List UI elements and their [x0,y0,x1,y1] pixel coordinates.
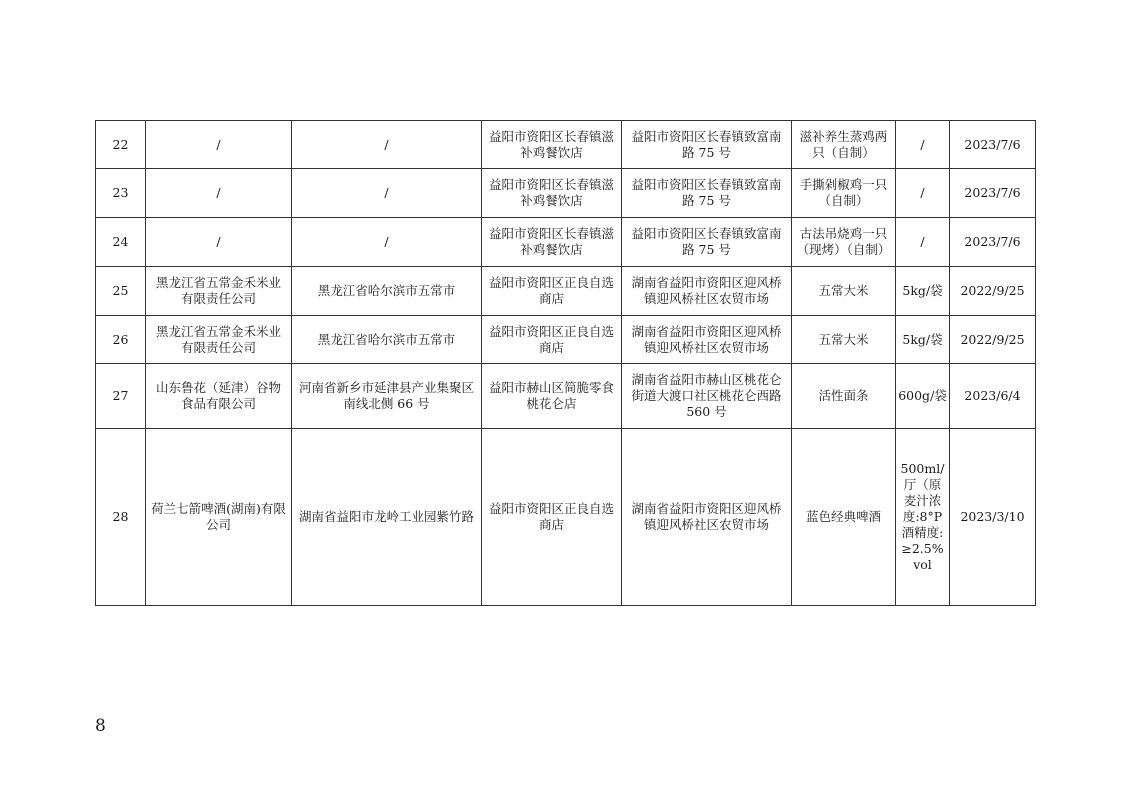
product-name: 蓝色经典啤酒 [792,429,896,606]
seller-address: 湖南省益阳市赫山区桃花仑街道大渡口社区桃花仑西路 560 号 [622,364,792,429]
table-row [96,218,1036,267]
producer-name: / [146,169,292,218]
table-row [96,169,1036,218]
product-spec: / [896,218,950,267]
product-table [95,120,1036,606]
row-number: 28 [96,429,146,606]
table-row [96,316,1036,364]
seller-address: 湖南省益阳市资阳区迎风桥镇迎风桥社区农贸市场 [622,316,792,364]
product-spec: 500ml/厅（原麦汁浓度:8°P 酒精度:≥2.5%vol [896,429,950,606]
production-date: 2023/7/6 [950,121,1036,169]
product-spec: 5kg/袋 [896,316,950,364]
producer-address: 黑龙江省哈尔滨市五常市 [292,267,482,316]
seller-name: 益阳市资阳区长春镇滋补鸡餐饮店 [482,121,622,169]
product-name: 滋补养生蒸鸡两只（自制） [792,121,896,169]
producer-address: / [292,169,482,218]
production-date: 2023/7/6 [950,218,1036,267]
producer-name: 山东鲁花（延津）谷物食品有限公司 [146,364,292,429]
product-spec: / [896,169,950,218]
row-number: 25 [96,267,146,316]
seller-name: 益阳市资阳区长春镇滋补鸡餐饮店 [482,218,622,267]
table-row [96,429,1036,606]
seller-name: 益阳市资阳区长春镇滋补鸡餐饮店 [482,169,622,218]
seller-address: 益阳市资阳区长春镇致富南路 75 号 [622,218,792,267]
producer-name: / [146,121,292,169]
production-date: 2022/9/25 [950,267,1036,316]
seller-name: 益阳市资阳区正良自选商店 [482,429,622,606]
seller-address: 益阳市资阳区长春镇致富南路 75 号 [622,121,792,169]
producer-address: / [292,218,482,267]
table-row [96,267,1036,316]
product-spec: 600g/袋 [896,364,950,429]
row-number: 22 [96,121,146,169]
production-date: 2023/6/4 [950,364,1036,429]
seller-name: 益阳市资阳区正良自选商店 [482,316,622,364]
product-spec: 5kg/袋 [896,267,950,316]
product-name: 古法吊烧鸡一只（现烤）（自制） [792,218,896,267]
producer-name: 荷兰七箭啤酒(湖南)有限公司 [146,429,292,606]
page-number: 8 [95,716,106,736]
row-number: 27 [96,364,146,429]
production-date: 2023/7/6 [950,169,1036,218]
production-date: 2023/3/10 [950,429,1036,606]
product-name: 手撕剁椒鸡一只（自制） [792,169,896,218]
table-row [96,364,1036,429]
seller-address: 湖南省益阳市资阳区迎风桥镇迎风桥社区农贸市场 [622,267,792,316]
row-number: 26 [96,316,146,364]
producer-name: 黑龙江省五常金禾米业有限责任公司 [146,316,292,364]
row-number: 23 [96,169,146,218]
seller-address: 益阳市资阳区长春镇致富南路 75 号 [622,169,792,218]
seller-address: 湖南省益阳市资阳区迎风桥镇迎风桥社区农贸市场 [622,429,792,606]
producer-name: 黑龙江省五常金禾米业有限责任公司 [146,267,292,316]
product-name: 五常大米 [792,267,896,316]
product-table-container [95,120,1036,606]
producer-address: 河南省新乡市延津县产业集聚区南线北侧 66 号 [292,364,482,429]
seller-name: 益阳市资阳区正良自选商店 [482,267,622,316]
producer-address: 黑龙江省哈尔滨市五常市 [292,316,482,364]
product-name: 活性面条 [792,364,896,429]
seller-name: 益阳市赫山区简脆零食桃花仑店 [482,364,622,429]
producer-name: / [146,218,292,267]
producer-address: 湖南省益阳市龙岭工业园紫竹路 [292,429,482,606]
producer-address: / [292,121,482,169]
production-date: 2022/9/25 [950,316,1036,364]
row-number: 24 [96,218,146,267]
product-name: 五常大米 [792,316,896,364]
table-row [96,121,1036,169]
product-spec: / [896,121,950,169]
